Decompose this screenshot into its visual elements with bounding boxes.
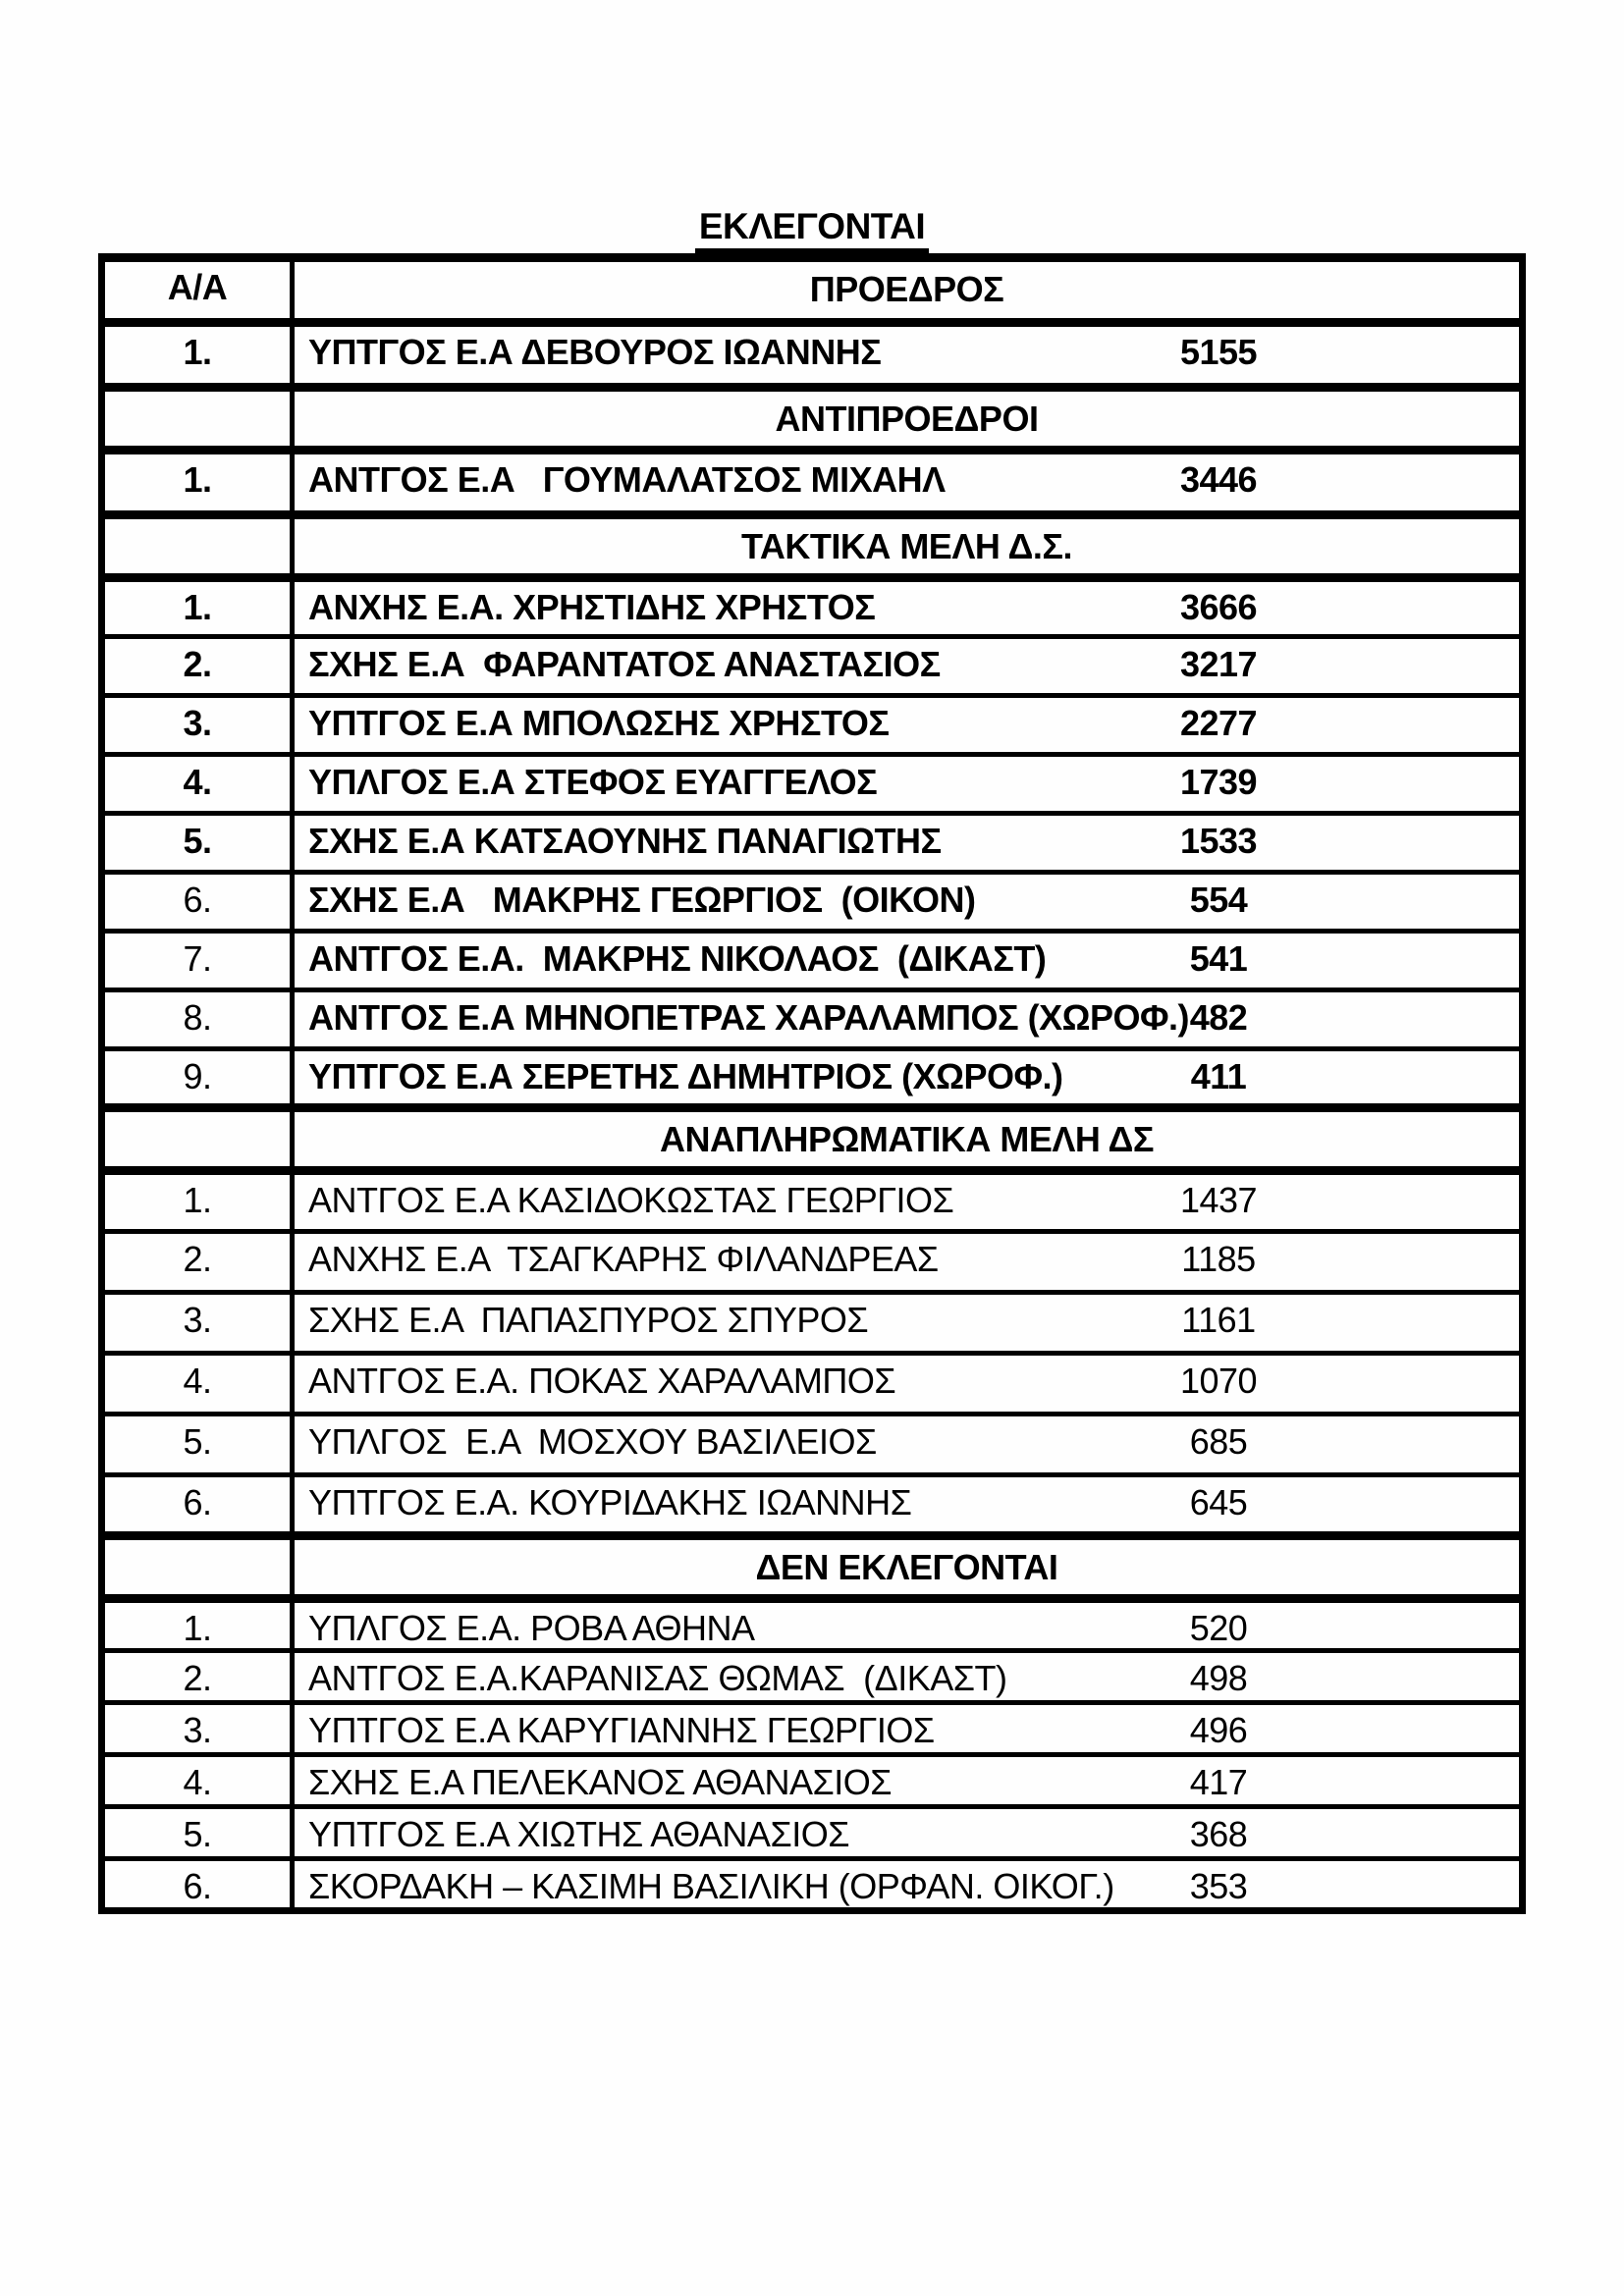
candidate-row: [102, 1415, 1523, 1475]
candidate-name: ΑΝΤΓΟΣ Ε.Α. ΠΟΚΑΣ ΧΑΡΑΛΑΜΠΟΣ: [308, 1361, 896, 1401]
row-number-cell: [102, 388, 293, 451]
row-number: 8.: [183, 997, 212, 1038]
candidate-row: [102, 637, 1523, 696]
row-number-cell: [102, 323, 293, 388]
section-title-row: [102, 515, 1523, 578]
candidate-name: ΑΝΤΓΟΣ Ε.Α. ΜΑΚΡΗΣ ΝΙΚΟΛΑΟΣ (ΔΙΚΑΣΤ): [308, 938, 1047, 979]
row-number-cell: [102, 451, 293, 515]
section-title: ΔΕΝ ΕΚΛΕΓΟΝΤΑΙ: [755, 1547, 1058, 1587]
vote-count: 3446: [1179, 459, 1258, 500]
candidate-name: ΥΠΛΓΟΣ Ε.Α ΜΟΣΧΟΥ ΒΑΣΙΛΕΙΟΣ: [308, 1421, 877, 1462]
vote-count: 2277: [1179, 703, 1258, 743]
candidate-row: [102, 1859, 1523, 1911]
row-number-cell: [102, 1415, 293, 1475]
candidate-name: ΥΠΤΓΟΣ Ε.Α. ΚΟΥΡΙΔΑΚΗΣ ΙΩΑΝΝΗΣ: [308, 1482, 912, 1522]
candidate-row: [102, 1232, 1523, 1293]
candidate-row: [102, 1293, 1523, 1354]
candidate-name: ΥΠΤΓΟΣ Ε.Α ΜΠΟΛΩΣΗΣ ΧΡΗΣΤΟΣ: [308, 703, 890, 743]
candidate-row: [102, 1475, 1523, 1536]
section-title-cell: [293, 388, 1523, 451]
candidate-row: [102, 932, 1523, 990]
candidate-cell: [293, 1232, 1523, 1293]
candidate-cell: [293, 873, 1523, 932]
candidate-row: [102, 1755, 1523, 1807]
vote-count: 353: [1189, 1866, 1248, 1906]
row-number: 1.: [183, 459, 212, 500]
candidate-row: [102, 1049, 1523, 1108]
section-title: ΑΝΤΙΠΡΟΕΔΡΟΙ: [775, 399, 1039, 439]
candidate-name: ΣΧΗΣ Ε.Α ΠΑΠΑΣΠΥΡΟΣ ΣΠΥΡΟΣ: [308, 1300, 869, 1340]
row-number-cell: [102, 515, 293, 578]
section-title-cell: [293, 515, 1523, 578]
row-number: 4.: [183, 762, 212, 802]
candidate-cell: [293, 1415, 1523, 1475]
candidate-cell: [293, 755, 1523, 814]
candidate-cell: [293, 1807, 1523, 1859]
row-number: 6.: [183, 1866, 212, 1906]
vote-count: 417: [1189, 1762, 1248, 1802]
row-number: 5.: [183, 1814, 212, 1854]
document-title-wrap: [0, 206, 1624, 254]
candidate-row: [102, 696, 1523, 755]
row-number: 3.: [183, 703, 212, 743]
vote-count: 5155: [1179, 332, 1258, 372]
candidate-cell: [293, 1049, 1523, 1108]
candidate-cell: [293, 696, 1523, 755]
row-number-cell: [102, 696, 293, 755]
row-number-cell: [102, 1232, 293, 1293]
candidate-name: ΥΠΤΓΟΣ Ε.Α ΣΕΡΕΤΗΣ ΔΗΜΗΤΡΙΟΣ (ΧΩΡΟΦ.): [308, 1056, 1063, 1096]
row-number: 5.: [183, 821, 212, 861]
vote-count: 411: [1190, 1056, 1247, 1096]
vote-count: 1161: [1181, 1300, 1256, 1340]
candidate-cell: [293, 1354, 1523, 1415]
candidate-name: ΣΧΗΣ Ε.Α ΚΑΤΣΑΟΥΝΗΣ ΠΑΝΑΓΙΩΤΗΣ: [308, 821, 942, 861]
vote-count: 645: [1189, 1482, 1248, 1522]
row-number: 6.: [183, 1482, 212, 1522]
row-number: 9.: [183, 1056, 212, 1096]
vote-count: 1437: [1179, 1180, 1258, 1220]
election-results-table: [98, 253, 1526, 1914]
candidate-cell: [293, 1859, 1523, 1911]
section-title: ΠΡΟΕΔΡΟΣ: [809, 269, 1004, 309]
row-number-cell: [102, 1599, 293, 1651]
candidate-cell: [293, 1703, 1523, 1755]
row-number: 4.: [183, 1361, 212, 1401]
row-number: 3.: [183, 1300, 212, 1340]
row-number: 2.: [183, 1658, 212, 1698]
results-table-body: [102, 258, 1523, 1911]
candidate-row: [102, 814, 1523, 873]
section-title-row: [102, 1536, 1523, 1599]
row-number-cell: [102, 932, 293, 990]
vote-count: 541: [1189, 938, 1248, 979]
table-header-row: [102, 258, 1523, 323]
vote-count: 496: [1189, 1710, 1248, 1750]
candidate-name: ΣΧΗΣ Ε.Α ΜΑΚΡΗΣ ΓΕΩΡΓΙΟΣ (ΟΙΚΟΝ): [308, 880, 976, 920]
vote-count: 368: [1189, 1814, 1248, 1854]
row-number: 1.: [183, 1608, 212, 1648]
row-number: 1.: [183, 332, 212, 372]
candidate-row: [102, 1807, 1523, 1859]
row-number: 5.: [183, 1421, 212, 1462]
candidate-name: ΥΠΛΓΟΣ Ε.Α. ΡΟΒΑ ΑΘΗΝΑ: [308, 1608, 755, 1648]
candidate-cell: [293, 323, 1523, 388]
candidate-cell: [293, 1171, 1523, 1232]
row-number-cell: [102, 755, 293, 814]
candidate-name: ΥΠΛΓΟΣ Ε.Α ΣΤΕΦΟΣ ΕΥΑΓΓΕΛΟΣ: [308, 762, 878, 802]
row-number: 1.: [183, 587, 212, 627]
candidate-row: [102, 451, 1523, 515]
row-number-cell: [102, 1293, 293, 1354]
candidate-row: [102, 1354, 1523, 1415]
row-number-cell: [102, 1475, 293, 1536]
vote-count: 498: [1189, 1658, 1248, 1698]
candidate-cell: [293, 1293, 1523, 1354]
candidate-row: [102, 873, 1523, 932]
vote-count: 1070: [1179, 1361, 1258, 1401]
header-cell-aa: [102, 258, 293, 323]
vote-count: 1533: [1179, 821, 1258, 861]
row-number: 2.: [183, 644, 212, 684]
row-number-cell: [102, 1651, 293, 1703]
candidate-name: ΥΠΤΓΟΣ Ε.Α ΔΕΒΟΥΡΟΣ ΙΩΑΝΝΗΣ: [308, 332, 882, 372]
candidate-row: [102, 1703, 1523, 1755]
vote-count: 685: [1189, 1421, 1248, 1462]
row-number: 4.: [183, 1762, 212, 1802]
candidate-row: [102, 755, 1523, 814]
candidate-row: [102, 323, 1523, 388]
section-title: ΤΑΚΤΙΚΑ ΜΕΛΗ Δ.Σ.: [741, 526, 1072, 566]
row-number-cell: [102, 1807, 293, 1859]
candidate-name: ΑΝΤΓΟΣ Ε.Α.ΚΑΡΑΝΙΣΑΣ ΘΩΜΑΣ (ΔΙΚΑΣΤ): [308, 1658, 1007, 1698]
candidate-name: ΑΝΤΓΟΣ Ε.Α ΚΑΣΙΔΟΚΩΣΤΑΣ ΓΕΩΡΓΙΟΣ: [308, 1180, 954, 1220]
candidate-name: ΥΠΤΓΟΣ Ε.Α ΚΑΡΥΓΙΑΝΝΗΣ ΓΕΩΡΓΙΟΣ: [308, 1710, 935, 1750]
row-number-cell: [102, 990, 293, 1049]
row-number-cell: [102, 1354, 293, 1415]
candidate-name: ΣΧΗΣ Ε.Α ΠΕΛΕΚΑΝΟΣ ΑΘΑΝΑΣΙΟΣ: [308, 1762, 893, 1802]
candidate-cell: [293, 637, 1523, 696]
candidate-cell: [293, 1755, 1523, 1807]
candidate-row: [102, 578, 1523, 637]
candidate-cell: [293, 451, 1523, 515]
section-title-row: [102, 388, 1523, 451]
candidate-name: ΑΝΤΓΟΣ Ε.Α ΜΗΝΟΠΕΤΡΑΣ ΧΑΡΑΛΑΜΠΟΣ (ΧΩΡΟΦ.): [308, 997, 1190, 1038]
row-number-cell: [102, 1049, 293, 1108]
section-title: ΑΝΑΠΛΗΡΩΜΑΤΙΚΑ ΜΕΛΗ ΔΣ: [659, 1119, 1155, 1159]
vote-count: 3666: [1179, 587, 1258, 627]
candidate-cell: [293, 932, 1523, 990]
candidate-name: ΑΝΧΗΣ Ε.Α ΤΣΑΓΚΑΡΗΣ ΦΙΛΑΝΔΡΕΑΣ: [308, 1239, 939, 1279]
candidate-row: [102, 1599, 1523, 1651]
candidate-name: ΣΚΟΡΔΑΚΗ – ΚΑΣΙΜΗ ΒΑΣΙΛΙΚΗ (ΟΡΦΑΝ. ΟΙΚΟΓ.): [308, 1866, 1114, 1906]
row-number-cell: [102, 578, 293, 637]
row-number: 1.: [183, 1180, 212, 1220]
candidate-name: ΣΧΗΣ Ε.Α ΦΑΡΑΝΤΑΤΟΣ ΑΝΑΣΤΑΣΙΟΣ: [308, 644, 941, 684]
candidate-name: ΥΠΤΓΟΣ Ε.Α ΧΙΩΤΗΣ ΑΘΑΝΑΣΙΟΣ: [308, 1814, 849, 1854]
section-title-cell: [293, 1536, 1523, 1599]
candidate-cell: [293, 1651, 1523, 1703]
candidate-cell: [293, 578, 1523, 637]
candidate-cell: [293, 990, 1523, 1049]
vote-count: 1739: [1179, 762, 1258, 802]
row-number-cell: [102, 1108, 293, 1171]
row-number-cell: [102, 873, 293, 932]
candidate-cell: [293, 1599, 1523, 1651]
row-number-cell: [102, 1703, 293, 1755]
candidate-cell: [293, 814, 1523, 873]
row-number: 2.: [183, 1239, 212, 1279]
candidate-row: [102, 1171, 1523, 1232]
vote-count: 3217: [1179, 644, 1258, 684]
candidate-row: [102, 990, 1523, 1049]
vote-count: 482: [1189, 997, 1248, 1038]
row-number-cell: [102, 637, 293, 696]
row-number-cell: [102, 1859, 293, 1911]
row-number: 7.: [183, 938, 212, 979]
row-number-cell: [102, 1755, 293, 1807]
candidate-name: ΑΝΤΓΟΣ Ε.Α ΓΟΥΜΑΛΑΤΣΟΣ ΜΙΧΑΗΛ: [308, 459, 946, 500]
row-number: 6.: [183, 880, 212, 920]
candidate-row: [102, 1651, 1523, 1703]
vote-count: 520: [1189, 1608, 1248, 1648]
row-number-cell: [102, 1536, 293, 1599]
header-cell-section: [293, 258, 1523, 323]
row-number-cell: [102, 1171, 293, 1232]
candidate-cell: [293, 1475, 1523, 1536]
section-title-cell: [293, 1108, 1523, 1171]
candidate-name: ΑΝΧΗΣ Ε.Α. ΧΡΗΣΤΙΔΗΣ ΧΡΗΣΤΟΣ: [308, 587, 876, 627]
vote-count: 554: [1189, 880, 1248, 920]
section-title-row: [102, 1108, 1523, 1171]
vote-count: 1185: [1181, 1239, 1256, 1279]
column-header-aa: Α/Α: [167, 267, 228, 307]
row-number-cell: [102, 814, 293, 873]
document-title: ΕΚΛΕΓΟΝΤΑΙ: [695, 206, 929, 254]
row-number: 3.: [183, 1710, 212, 1750]
